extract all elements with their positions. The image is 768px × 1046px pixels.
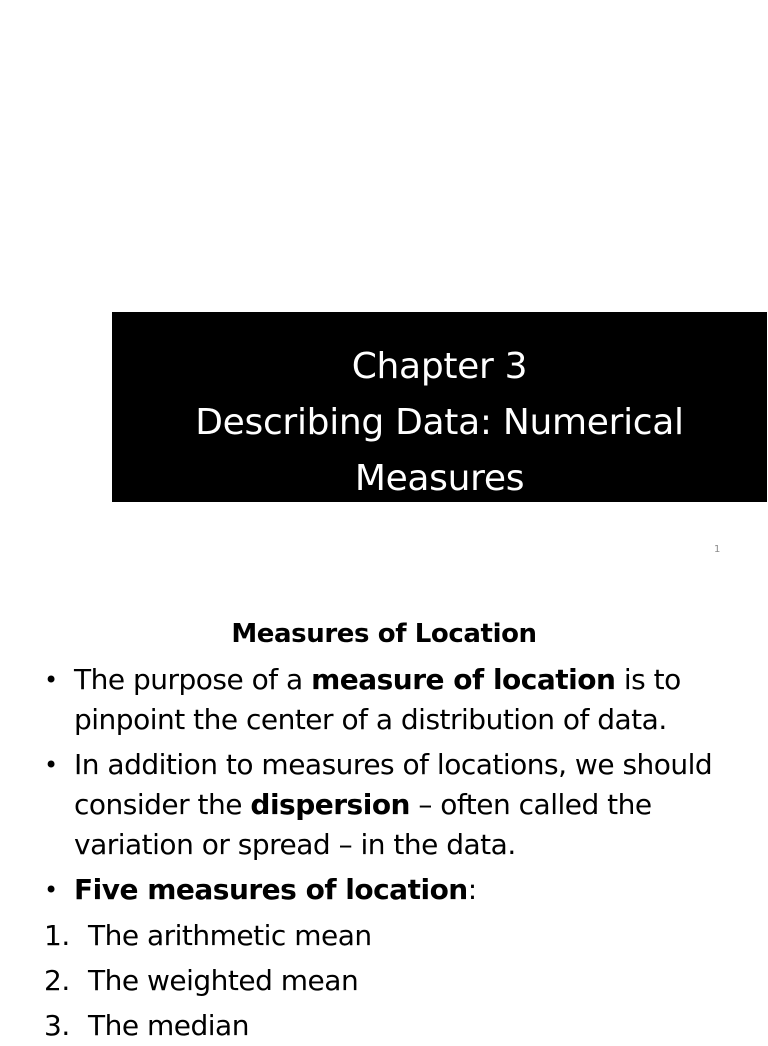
title-line-2: Describing Data: Numerical xyxy=(195,402,684,443)
text-line: In addition to measures of locations, we should xyxy=(74,748,713,781)
number-marker: 1. xyxy=(44,919,70,952)
numbered-text: The arithmetic mean xyxy=(88,919,372,952)
content-slide xyxy=(0,576,768,1042)
bullet-marker: • xyxy=(44,751,58,779)
bullet-text xyxy=(74,660,754,740)
numbered-text: The median xyxy=(88,1009,249,1042)
emphasis-term: Five measures of location xyxy=(74,873,468,906)
bullet-marker: • xyxy=(44,666,58,694)
text-line: consider the dispersion – often called the xyxy=(74,788,652,821)
text-line: variation or spread – in the data. xyxy=(74,828,516,861)
numbered-text: The weighted mean xyxy=(88,964,359,997)
bullet-marker: • xyxy=(44,876,58,904)
section-heading: Measures of Location xyxy=(231,619,537,649)
title-line-3: Measures xyxy=(354,458,525,499)
title-line-1: Chapter 3 xyxy=(351,346,528,387)
number-marker: 3. xyxy=(44,1009,70,1042)
bullet-text xyxy=(74,870,754,910)
slide-number: 1 xyxy=(714,544,721,555)
bullet-text xyxy=(74,745,754,865)
emphasis-term: dispersion xyxy=(250,788,410,821)
number-marker: 2. xyxy=(44,964,70,997)
text-line: Five measures of location: xyxy=(74,873,477,906)
text-line: The purpose of a measure of location is to xyxy=(74,663,681,696)
text-line: pinpoint the center of a distribution of data. xyxy=(74,703,667,736)
title-box xyxy=(112,312,767,502)
emphasis-term: measure of location xyxy=(311,663,616,696)
